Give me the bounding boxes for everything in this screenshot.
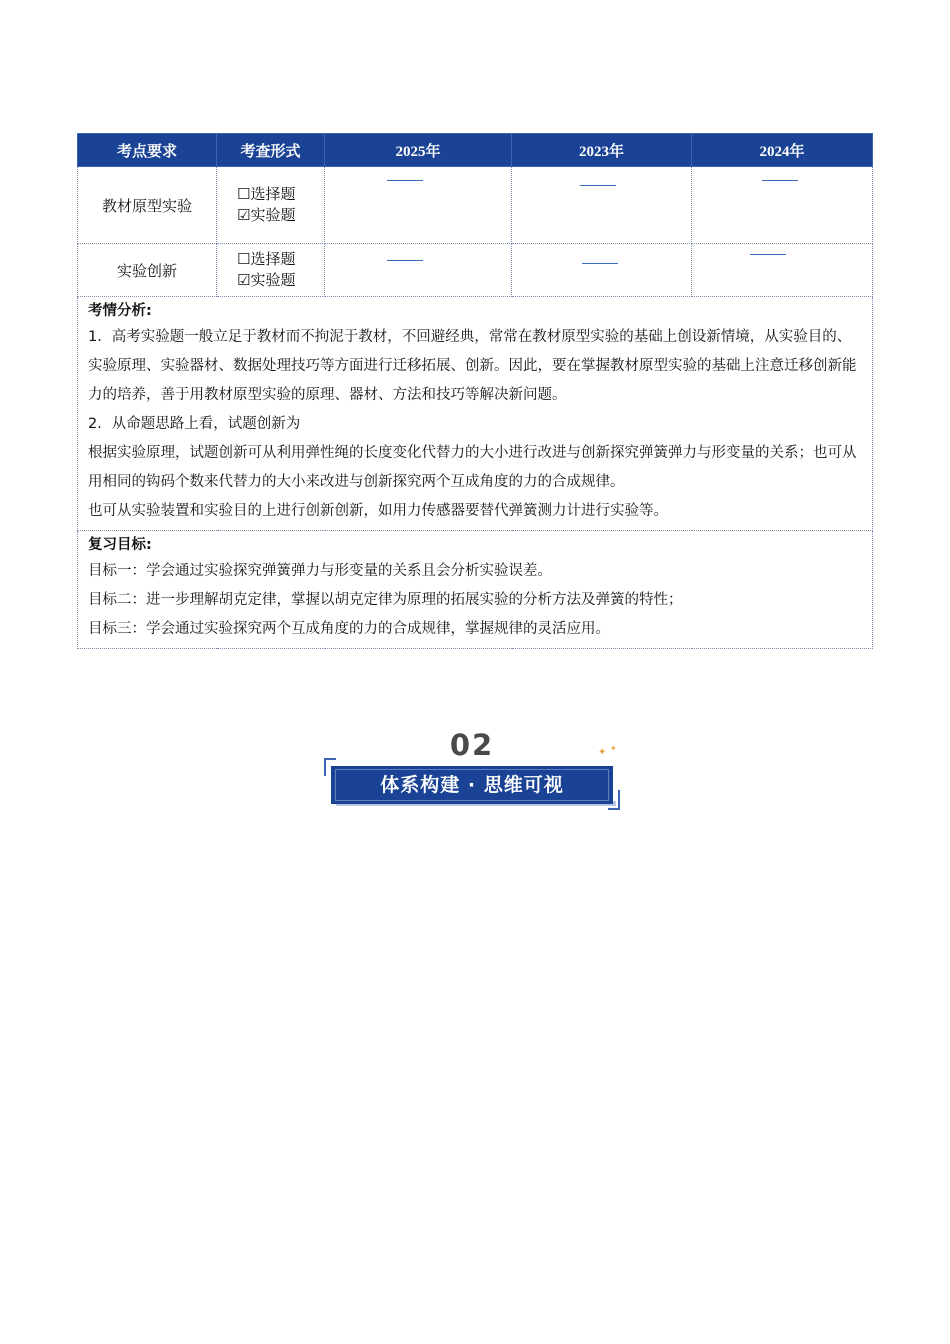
form-option-choice: ☐选择题 [237,185,296,203]
goal-item: 目标三：学会通过实验探究两个互成角度的力的合成规律，掌握规律的灵活应用。 [88,621,610,637]
form-options [217,167,325,244]
goals-heading: 复习目标: [88,537,152,553]
checkbox-empty-icon: ☐ [237,250,251,268]
table-header-row [78,134,873,167]
exam-link[interactable] [387,180,423,181]
exam-link[interactable] [750,254,786,255]
table-row [78,167,873,244]
sparkle-small-icon: ✦ [610,744,617,753]
analysis-paragraph: 根据实验原理，试题创新可从利用弹性绳的长度变化代替力的大小进行改进与创新探究弹簧弹力与形变量的关系；也可从用相同的钩码个数来代替力的大小来改进与创新探究两个互成角度的力的合成规律。 [88,445,857,490]
year-cell-2023 [512,167,692,244]
analysis-paragraph: 1．高考实验题一般立足于教材而不拘泥于教材，不回避经典，常常在教材原型实验的基础上创设新情境，从实验目的、实验原理、实验器材、数据处理技巧等方面进行迁移拓展、创新。因此，要在掌握教材原型实验的基础上注意迁移创新能力的培养，善于用教材原型实验的原理、器材、方法和技巧等解决新问题。 [88,329,857,403]
category-experiment-innovation: 实验创新 [78,244,217,297]
header-requirement: 考点要求 [78,134,217,167]
corner-bracket-icon [608,790,620,810]
header-year-2025: 2025年 [325,134,512,167]
year-cell-2025 [325,167,512,244]
exam-requirements-table [77,133,873,649]
analysis-row [78,297,873,531]
checkbox-checked-icon: ☑ [237,206,251,224]
exam-link[interactable] [582,263,618,264]
section-number: 02 [449,728,495,762]
year-cell-2024 [692,167,873,244]
banner-inner-border [335,769,609,801]
analysis-heading: 考情分析: [88,303,152,319]
goal-item: 目标二：进一步理解胡克定律，掌握以胡克定律为原理的拓展实验的分析方法及弹簧的特性； [88,592,683,608]
checkbox-checked-icon: ☑ [237,271,251,289]
section-title: 体系构建 · 思维可视 [380,774,564,796]
analysis-cell [78,297,873,531]
exam-link[interactable] [580,185,616,186]
checkbox-empty-icon: ☐ [237,185,251,203]
year-cell-2025 [325,244,512,297]
header-form: 考查形式 [217,134,325,167]
year-cell-2023 [512,244,692,297]
section-banner [322,728,622,812]
goals-cell [78,531,873,649]
analysis-paragraph: 2．从命题思路上看，试题创新为 [88,416,301,432]
form-option-experiment: ☑实验题 [237,206,296,224]
analysis-paragraph: 也可从实验装置和实验目的上进行创新创新，如用力传感器要替代弹簧测力计进行实验等。 [88,503,668,519]
form-option-experiment: ☑实验题 [237,271,296,289]
sparkle-icon: ✦ [598,747,607,758]
exam-link[interactable] [387,260,423,261]
goal-item: 目标一：学会通过实验探究弹簧弹力与形变量的关系且会分析实验误差。 [88,563,552,579]
exam-link[interactable] [762,180,798,181]
table-row [78,244,873,297]
year-cell-2024 [692,244,873,297]
goals-row [78,531,873,649]
header-year-2023: 2023年 [512,134,692,167]
section-title-bar [331,766,613,804]
form-options [217,244,325,297]
category-textbook-experiment: 教材原型实验 [78,167,217,244]
form-option-choice: ☐选择题 [237,250,296,268]
header-year-2024: 2024年 [692,134,873,167]
